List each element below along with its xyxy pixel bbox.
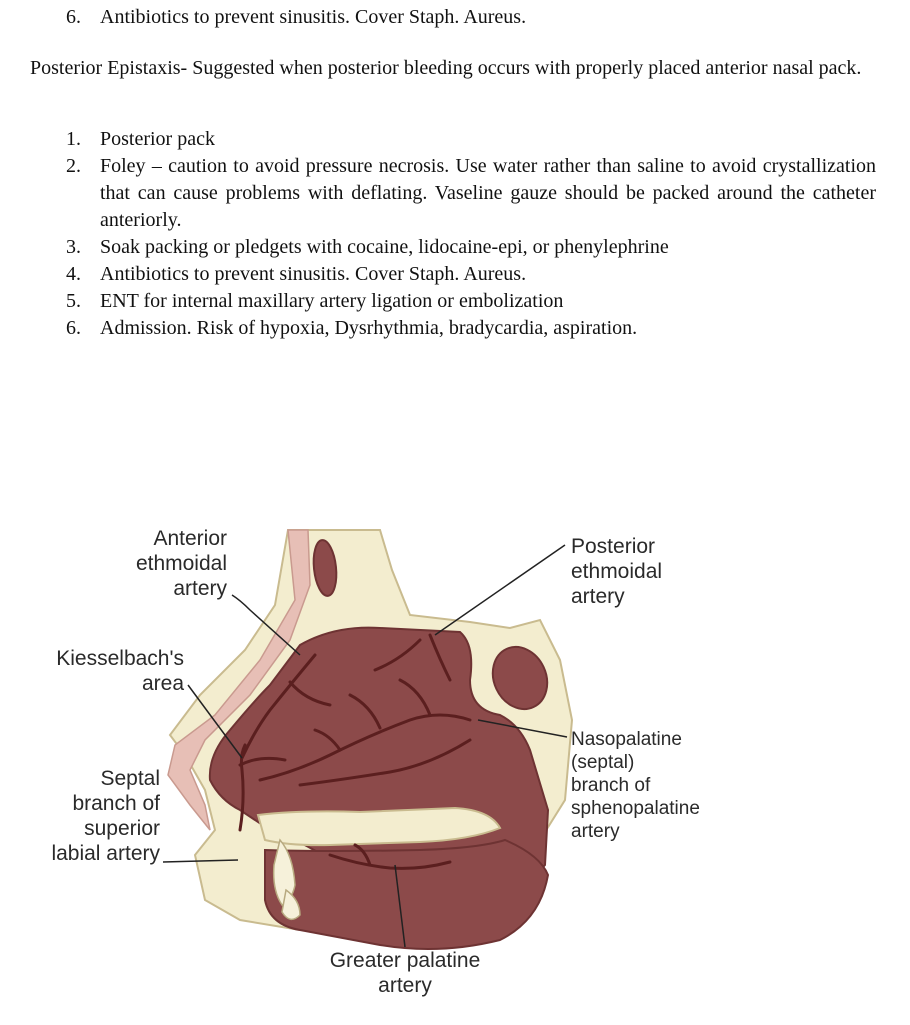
label-kiesselbachs-area: Kiesselbach's area (56, 647, 184, 695)
list-number: 6. (66, 317, 81, 339)
label-septal-branch-artery: Septal branch of superior labial artery (51, 767, 160, 865)
list-number: 1. (66, 128, 81, 150)
label-anterior-ethmoidal-artery: Anterior ethmoidal artery (135, 527, 227, 600)
label-nasopalatine-artery: Nasopalatine (septal) branch of sphenopalatine artery (571, 729, 700, 842)
posterior-steps-list (66, 126, 876, 342)
nasal-artery-figure (0, 510, 910, 1020)
list-number: 4. (66, 263, 81, 285)
list-text: Soak packing or pledgets with cocaine, lidocaine-epi, or phenylephrine (100, 236, 669, 258)
label-greater-palatine-artery: Greater palatine artery (329, 949, 481, 997)
list-text: Posterior pack (100, 128, 215, 150)
posterior-epistaxis-paragraph: Posterior Epistaxis- Suggested when posterior bleeding occurs with properly placed anterior nasal pack. (30, 57, 862, 79)
list-text: Antibiotics to prevent sinusitis. Cover Staph. Aureus. (100, 263, 527, 285)
list-item (66, 315, 876, 342)
list-number: 2. (66, 155, 81, 177)
list-item (66, 126, 876, 153)
leader-posterior-ethmoidal (435, 545, 565, 635)
list-text: ENT for internal maxillary artery ligation or embolization (100, 290, 564, 312)
list-item (66, 261, 876, 288)
list-number: 6. (66, 6, 81, 28)
list-text: Admission. Risk of hypoxia, Dysrhythmia, bradycardia, aspiration. (100, 317, 638, 339)
list-text: Antibiotics to prevent sinusitis. Cover Staph. Aureus. (100, 6, 527, 28)
list-item (66, 153, 876, 234)
list-item (66, 288, 876, 315)
list-number: 3. (66, 236, 81, 258)
list-text: Foley – caution to avoid pressure necrosis. Use water rather than saline to avoid crystallization that can cause problems with deflating. Vaseline gauze should be packed around the catheter anteriorly. (100, 155, 876, 231)
previous-list-item (66, 6, 526, 29)
label-posterior-ethmoidal-artery: Posterior ethmoidal artery (571, 535, 663, 608)
list-number: 5. (66, 290, 81, 312)
list-item (66, 234, 876, 261)
oral-tissue (265, 840, 548, 949)
